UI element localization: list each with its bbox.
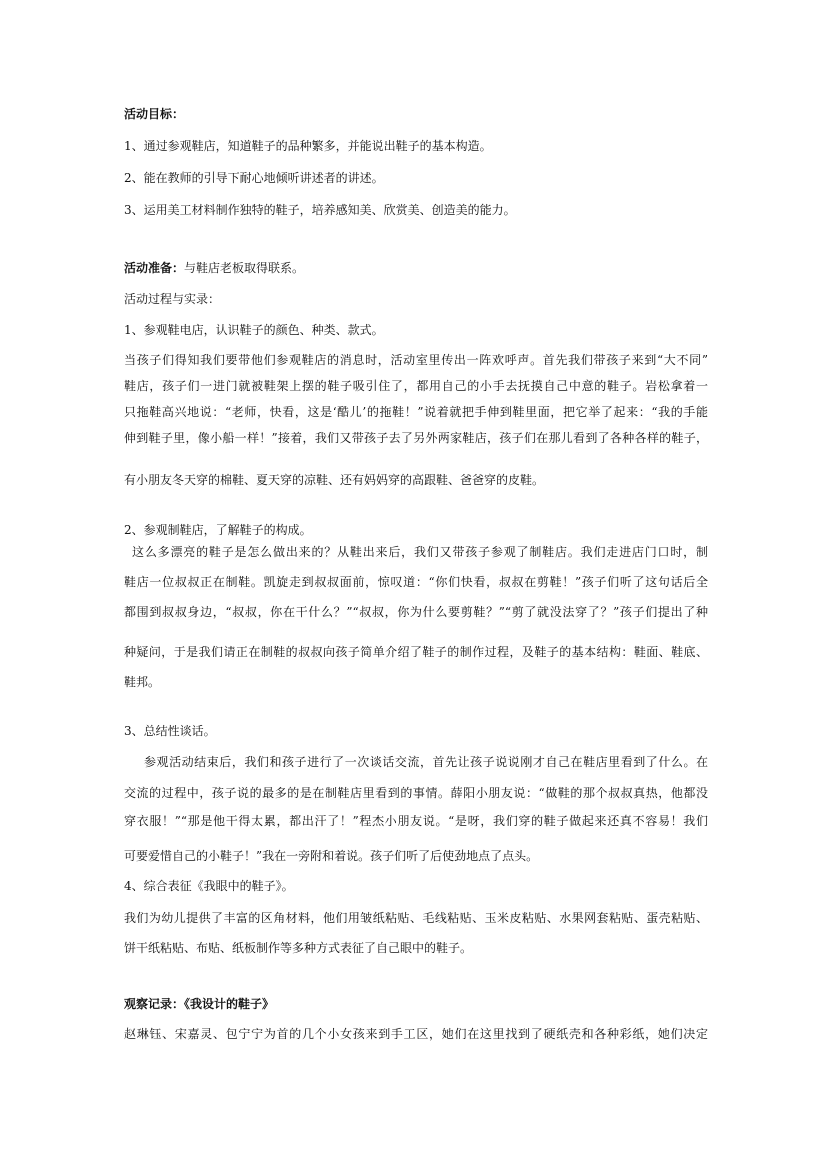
step2-line: 鞋邦。	[124, 675, 161, 689]
prep-text: 与鞋店老板取得联系。	[184, 261, 305, 275]
process-heading: 活动过程与实录：	[124, 292, 221, 306]
step3-line: 交流的过程中，孩子说的最多的是在制鞋店里看到的事情。薛阳小朋友说：“做鞋的那个叔叔真热，他都没	[124, 786, 708, 800]
step3-line: 参观活动结束后，我们和孩子进行了一次谈话交流，首先让孩子说说刚才自己在鞋店里看到了什么。在	[144, 755, 708, 769]
step3-line: 可要爱惜自己的小鞋子！”我在一旁附和着说。孩子们听了后使劲地点了点头。	[124, 849, 539, 863]
step2-line: 这么多漂亮的鞋子是怎么做出来的？从鞋出来后，我们又带孩子参观了制鞋店。我们走进店门口时，制	[132, 545, 708, 559]
step2-line: 鞋店一位叔叔正在制鞋。凯旋走到叔叔面前，惊叹道：“你们快看，叔叔在剪鞋！”孩子们听了这句话后全	[124, 575, 708, 589]
step3-line: 穿衣服！”“那是他干得太累，都出汗了！”程杰小朋友说。“是呀，我们穿的鞋子做起来还真不容易！我们	[124, 814, 708, 828]
step2-title: 2、参观制鞋店，了解鞋子的构成。	[124, 523, 312, 537]
step1-line: 当孩子们得知我们要带他们参观鞋店的消息时，活动室里传出一阵欢呼声。首先我们带孩子来到“大不同”	[124, 353, 708, 367]
step2-line: 种疑问，于是我们请正在制鞋的叔叔向孩子简单介绍了鞋子的制作过程，及鞋子的基本结构：鞋面、鞋底、	[124, 645, 708, 659]
step4-title: 4、综合表征《我眼中的鞋子》。	[124, 879, 294, 893]
prep-label: 活动准备：	[124, 261, 185, 275]
goal-item-3: 3、运用美工材料制作独特的鞋子，培养感知美、欣赏美、创造美的能力。	[124, 203, 516, 217]
goal-item-2: 2、能在教师的引导下耐心地倾听讲述者的讲述。	[124, 171, 384, 185]
prep-line	[124, 260, 304, 276]
observation-heading: 观察记录：《我设计的鞋子》	[124, 997, 275, 1011]
step1-line: 有小朋友冬天穿的棉鞋、夏天穿的凉鞋、还有妈妈穿的高跟鞋、爸爸穿的皮鞋。	[124, 473, 545, 487]
goal-item-1: 1、通过参观鞋店，知道鞋子的品种繁多，并能说出鞋子的基本构造。	[124, 139, 492, 153]
observation-line: 赵琳钰、宋嘉灵、包宁宁为首的几个小女孩来到手工区，她们在这里找到了硬纸壳和各种彩纸，她们决定	[124, 1027, 708, 1041]
step1-line: 伸到鞋子里，像小船一样！”接着，我们又带孩子去了另外两家鞋店，孩子们在那儿看到了各种各样的鞋子，	[124, 431, 708, 445]
step1-line: 只拖鞋高兴地说：“老师，快看，这是‘酷儿’的拖鞋！”说着就把手伸到鞋里面，把它举了起来：“我的手能	[124, 405, 708, 419]
step4-line: 我们为幼儿提供了丰富的区角材料，他们用皱纸粘贴、毛线粘贴、玉米皮粘贴、水果网套粘贴、蛋壳粘贴、	[124, 911, 708, 925]
step3-title: 3、总结性谈话。	[124, 724, 216, 738]
step4-line: 饼干纸粘贴、布贴、纸板制作等多种方式表征了自己眼中的鞋子。	[124, 941, 473, 955]
goals-heading: 活动目标：	[124, 107, 185, 121]
step1-title: 1、参观鞋电店，认识鞋子的颜色、种类、款式。	[124, 323, 384, 337]
step2-line: 都围到叔叔身边，“叔叔，你在干什么？”“叔叔，你为什么要剪鞋？”“剪了就没法穿了？”孩子们提出了种	[124, 605, 708, 619]
step1-line: 鞋店，孩子们一进门就被鞋架上摆的鞋子吸引住了，都用自己的小手去抚摸自己中意的鞋子。岩松拿着一	[124, 379, 708, 393]
